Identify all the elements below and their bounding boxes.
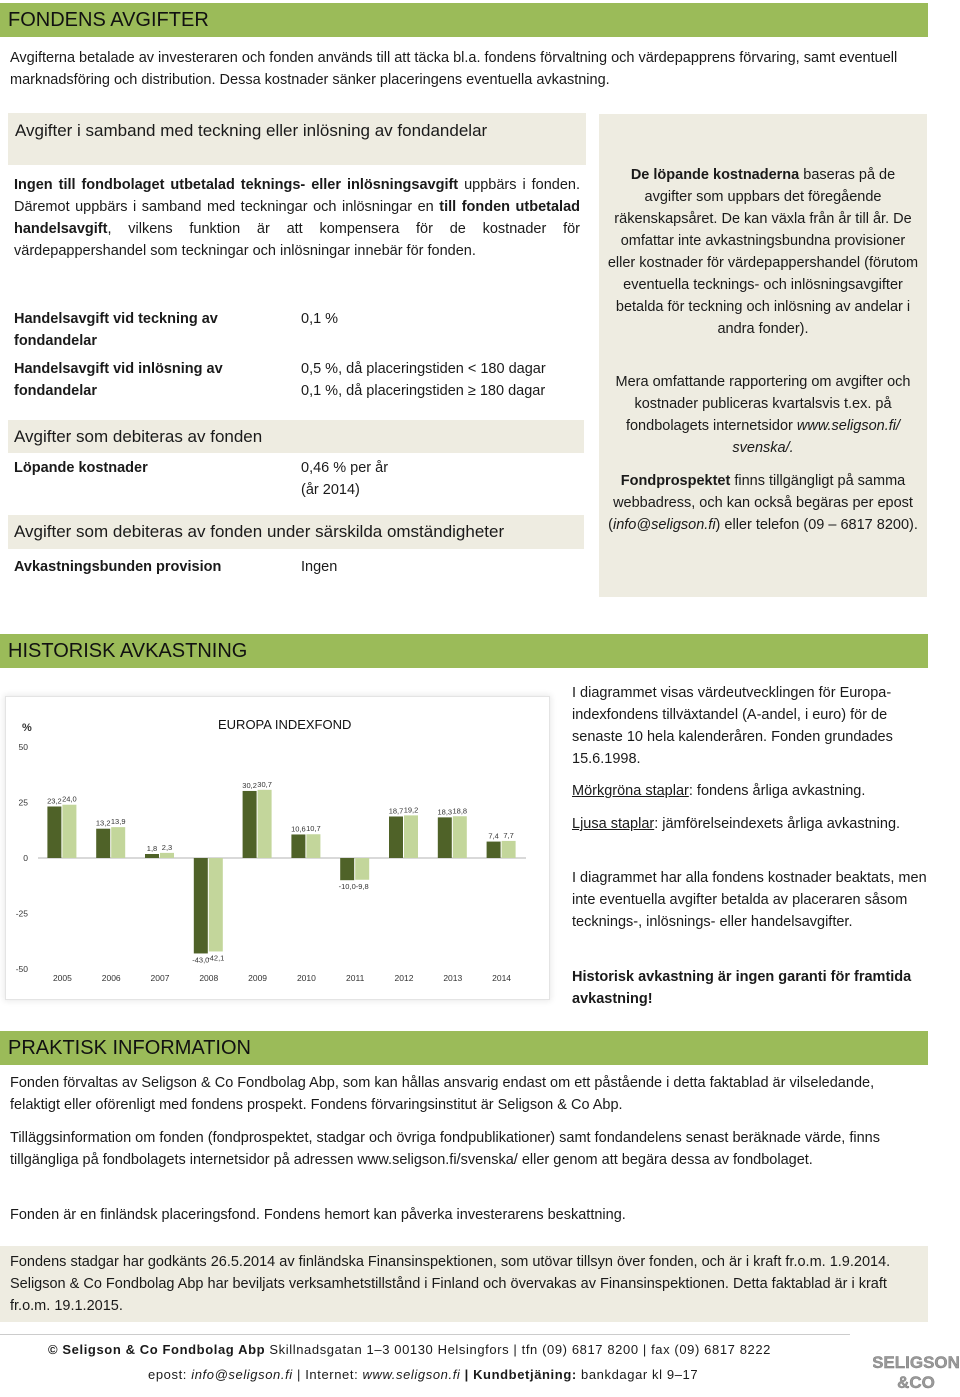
side-p2-text: Mera omfattande rapportering om avgifter och kostnader publiceras kvartalsvis t.ex. på fondbolagets internetsidor xyxy=(615,374,911,434)
bar-2006-series-0 xyxy=(96,829,110,858)
history-p3-underline: Ljusa staplar xyxy=(572,816,655,832)
bar-2012-series-1 xyxy=(404,815,418,858)
x-tick-label-2014: 2014 xyxy=(492,973,512,983)
section2-box xyxy=(8,420,584,453)
x-tick-label-2013: 2013 xyxy=(443,973,463,983)
footer-company: © Seligson & Co Fondbolag Abp xyxy=(48,1342,266,1357)
history-heading: HISTORISK AVKASTNING xyxy=(0,634,928,668)
data-label-2010-series-0: 10,6 xyxy=(291,824,306,834)
data-label-2013-series-0: 18,3 xyxy=(437,807,453,817)
bar-2005-series-0 xyxy=(47,806,61,858)
footer-divider xyxy=(0,1334,850,1335)
bar-2011-series-0 xyxy=(340,858,354,880)
fees-heading: FONDENS AVGIFTER xyxy=(0,3,928,37)
row1-label: Handelsavgift vid teckning av fondandelar xyxy=(14,311,218,349)
approval-text: Fondens stadgar har godkänts 26.5.2014 av finländska Finansinspektionen, som utövar tillsyn över fonden, och är i kraft fr.o.m. 1.9.2014. Seligson & Co Fondbolag Abp har beviljats verksamhetstillstånd i Finland och övervakas av Finansinspektionen. Detta faktablad är i kraft fr.o.m. 19.1.2015. xyxy=(10,1254,891,1314)
side-p1-rest: baseras på de avgifter som uppbars det föregående räkenskapsåret. De kan växla från år till år. De omfattar inte avkastningsbundna provisioner eller kostnader för värdepappershandel (förutom eventuella tecknings- och inlösningsavgifter betalda för teckning och inlösning av andelar i andra fonder). xyxy=(607,167,919,337)
row3-value-a: 0,46 % per år xyxy=(301,460,389,476)
side-p2 xyxy=(607,371,919,459)
footer-epost[interactable]: info@seligson.fi xyxy=(191,1367,293,1382)
seligson-logo-mark xyxy=(873,1348,959,1392)
x-tick-label-2005: 2005 xyxy=(52,973,72,983)
chart-ylabel: % xyxy=(22,722,32,734)
fees-paragraph xyxy=(14,174,580,262)
chart-frame xyxy=(6,697,549,999)
data-label-2014-series-1: 7,7 xyxy=(503,830,514,840)
row2-value-a: 0,5 %, då placeringstiden < 180 dagar xyxy=(301,361,546,377)
bar-2011-series-1 xyxy=(355,858,369,880)
fees-side-box xyxy=(599,114,927,597)
data-label-2012-series-1: 19,2 xyxy=(403,805,419,815)
bar-2012-series-0 xyxy=(389,816,403,858)
footer-service-label: | Kundbetjäning: xyxy=(460,1367,577,1382)
data-label-2014-series-0: 7,4 xyxy=(488,831,499,841)
bar-2014-series-0 xyxy=(487,842,501,858)
logo-top-text: SELIGSON xyxy=(873,1353,959,1372)
data-label-2013-series-1: 18,8 xyxy=(452,806,468,816)
y-tick-label-0: 50 xyxy=(18,742,28,752)
bar-2010-series-1 xyxy=(306,834,320,858)
side-p2-link[interactable]: www.seligson.fi/ svenska/. xyxy=(732,418,901,456)
history-p2-rest: : fondens årliga avkastning. xyxy=(688,783,866,799)
y-tick-label-4: -50 xyxy=(15,964,28,974)
section3-title: Avgifter som debiteras av fonden under särskilda omständigheter xyxy=(14,522,505,541)
x-tick-label-2009: 2009 xyxy=(248,973,268,983)
bar-2007-series-1 xyxy=(160,853,174,858)
history-p3 xyxy=(572,813,927,835)
row2-label: Handelsavgift vid inlösning av fondandelar xyxy=(14,361,223,399)
data-label-2006-series-1: 13,9 xyxy=(110,817,126,827)
x-tick-label-2006: 2006 xyxy=(101,973,121,983)
bar-2009-series-1 xyxy=(258,790,272,858)
x-tick-label-2008: 2008 xyxy=(199,973,219,983)
x-tick-label-2007: 2007 xyxy=(150,973,170,983)
data-label-2009-series-1: 30,7 xyxy=(257,779,272,789)
x-tick-label-2010: 2010 xyxy=(296,973,316,983)
footer-internet[interactable]: www.seligson.fi xyxy=(362,1367,461,1382)
data-label-2007-series-0: 1,8 xyxy=(146,844,158,854)
bar-2014-series-1 xyxy=(502,841,516,858)
bar-2009-series-0 xyxy=(243,791,257,858)
footer-internet-label: | Internet: xyxy=(292,1367,363,1382)
data-label-2006-series-0: 13,2 xyxy=(95,818,111,828)
bar-2007-series-0 xyxy=(145,854,159,858)
practical-p2: Tilläggsinformation om fonden (fondprospektet, stadgar och övriga fondpublikationer) samt fondandelens senast beräknade värde, finns tillgängliga på fondbolagets internetsidor på adressen www.seligson.fi/svenska/ eller genom att begära dessa av fondbolaget. xyxy=(10,1130,880,1168)
footer-address: Skillnadsgatan 1–3 00130 Helsingfors | tfn (09) 6817 8200 | fax (09) 6817 8222 xyxy=(265,1342,772,1357)
bar-2006-series-1 xyxy=(111,827,125,858)
data-label-2008-series-1: -42,1 xyxy=(207,953,225,963)
data-label-2010-series-1: 10,7 xyxy=(306,824,321,834)
data-label-2007-series-1: 2,3 xyxy=(161,842,173,852)
footer-service: bankdagar kl 9–17 xyxy=(576,1367,699,1382)
footer-line2 xyxy=(148,1367,698,1382)
row2-value-b: 0,1 %, då placeringstiden ≥ 180 dagar xyxy=(301,383,546,399)
row1-value: 0,1 % xyxy=(301,311,339,327)
data-label-2011-series-0: -10,0 xyxy=(338,882,356,892)
y-tick-label-1: 25 xyxy=(18,797,28,808)
seligson-logo xyxy=(873,1348,959,1392)
row4-value: Ingen xyxy=(301,559,338,575)
data-label-2005-series-1: 24,0 xyxy=(62,794,77,804)
data-label-2005-series-0: 23,2 xyxy=(47,796,62,806)
section2-title: Avgifter som debiteras av fonden xyxy=(14,427,263,446)
data-label-2011-series-1: -9,8 xyxy=(355,881,369,891)
fees-p1-bold2: till fonden utbetalad handelsavgift xyxy=(14,199,581,237)
data-label-2012-series-0: 18,7 xyxy=(388,806,404,816)
history-p2-underline: Mörkgröna staplar xyxy=(572,783,689,799)
side-p3-rest: finns tillgängligt på samma webbadress, och kan också begäras per epost ( xyxy=(608,473,913,533)
logo-bottom-text: &CO xyxy=(897,1373,935,1392)
bar-2013-series-0 xyxy=(438,817,452,858)
footer-line1 xyxy=(48,1342,771,1357)
history-p2 xyxy=(572,780,927,802)
approval-box xyxy=(0,1246,928,1322)
history-p3-rest: : jämförelseindexets årliga avkastning. xyxy=(654,816,901,832)
side-p3-end: ) eller telefon (09 – 6817 8200). xyxy=(715,517,918,533)
bar-2013-series-1 xyxy=(453,816,467,858)
x-tick-label-2012: 2012 xyxy=(394,973,414,983)
chart-title: EUROPA INDEXFOND xyxy=(218,717,352,732)
history-p1: I diagrammet visas värdeutvecklingen för Europa-indexfondens tillväxtandel (A-andel, i euro) för de senaste 10 hela kalenderåren. Fonden grundades 15.6.1998. xyxy=(572,685,893,767)
data-label-2008-series-0: -43,0 xyxy=(192,955,210,965)
fees-section1-title: Avgifter i samband med teckning eller inlösning av fondandelar xyxy=(15,121,488,140)
practical-p3: Fonden är en finländsk placeringsfond. Fondens hemort kan påverka investerarens beskattning. xyxy=(10,1207,626,1223)
side-p3-email[interactable]: info@seligson.fi xyxy=(612,517,716,533)
data-label-2009-series-0: 30,2 xyxy=(242,780,257,790)
bar-2008-series-1 xyxy=(209,858,223,951)
bar-2005-series-1 xyxy=(62,805,76,858)
bar-2008-series-0 xyxy=(194,858,208,953)
section3-box xyxy=(8,515,584,549)
footer-epost-label: epost: xyxy=(148,1367,192,1382)
fees-intro: Avgifterna betalade av investeraren och fonden används till att täcka bl.a. fondens förvaltning och värdepapprens förvaring, samt eventuell marknadsföring och distribution. Dessa kostnader sänker placeringens eventuella avkastning. xyxy=(10,50,898,88)
return-chart xyxy=(6,697,549,999)
practical-p1: Fonden förvaltas av Seligson & Co Fondbolag Abp, som kan hållas ansvarig endast om ett påstående i detta faktablad är vilseledande, felaktigt eller oförenligt med fondens prospekt. Fondens förvaringsinstitut är Seligson & Co Abp. xyxy=(10,1075,875,1113)
y-tick-label-3: -25 xyxy=(15,908,28,919)
side-p1 xyxy=(607,164,919,340)
row4-label: Avkastningsbunden provision xyxy=(14,559,222,575)
fees-p1-bold: Ingen till fondbolaget utbetalad teknings- eller inlösningsavgift xyxy=(14,177,459,193)
history-p4: I diagrammet har alla fondens kostnader beaktats, men inte eventuella avgifter betalda av placeraren såsom tecknings-, inlösnings- eller handelsavgifter. xyxy=(572,870,927,930)
practical-heading: PRAKTISK INFORMATION xyxy=(0,1031,928,1065)
side-p1-bold: De löpande kostnaderna xyxy=(630,167,800,183)
row3-value-b: (år 2014) xyxy=(301,482,360,498)
fees-p1-rest2: , vilkens funktion är att kompensera för de kostnader för värdepappershandel som teckningar och inlösningar innebär för fonden. xyxy=(14,221,580,259)
row3-label: Löpande kostnader xyxy=(14,460,148,476)
side-p3-bold: Fondprospektet xyxy=(620,473,731,489)
fees-subheader-box xyxy=(8,113,586,165)
fees-p1-rest: uppbärs i fonden. Däremot uppbärs i samband med teckningar och inlösningar en xyxy=(14,177,580,215)
history-p5: Historisk avkastning är ingen garanti för framtida avkastning! xyxy=(572,969,912,1007)
bar-2010-series-0 xyxy=(291,834,305,858)
x-tick-label-2011: 2011 xyxy=(346,973,365,983)
y-tick-label-2: 0 xyxy=(23,853,28,863)
side-p3 xyxy=(607,470,919,536)
